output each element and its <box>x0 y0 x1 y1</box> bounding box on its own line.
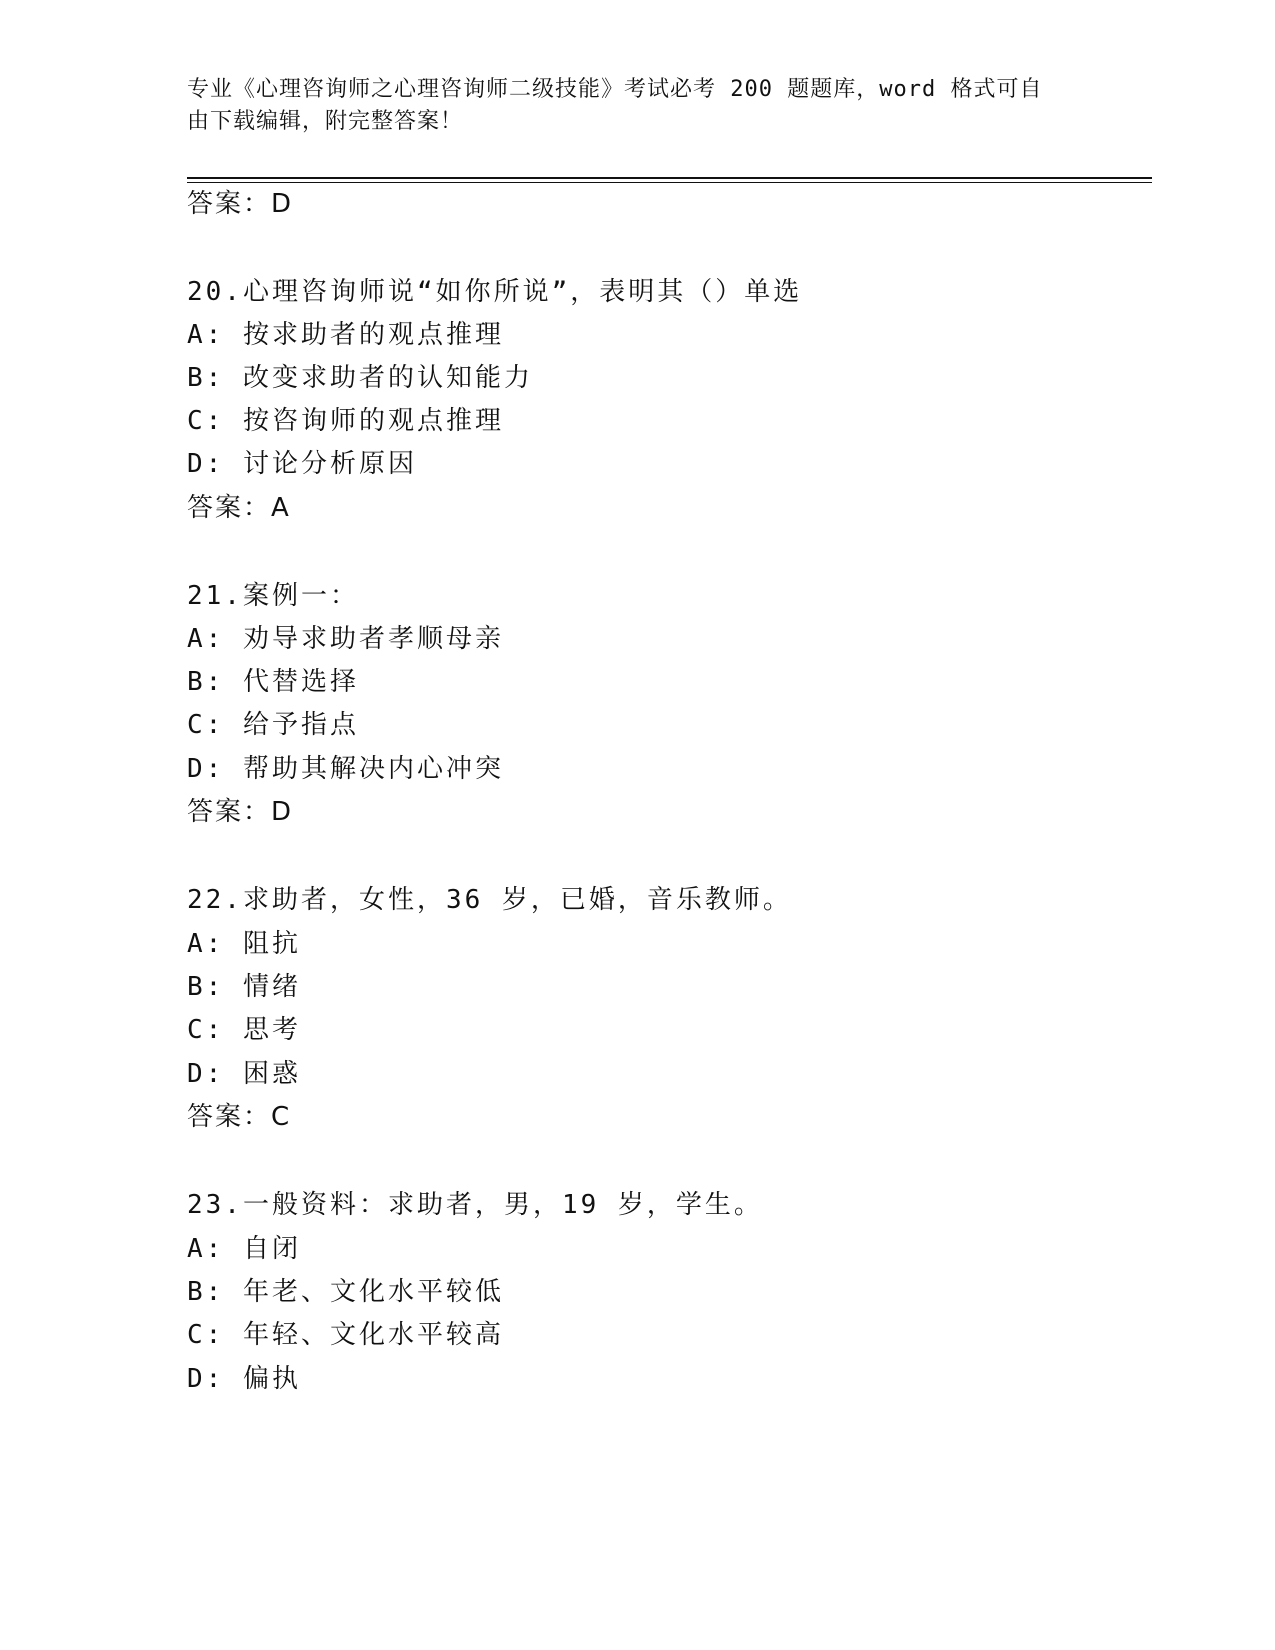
option-a: A: 自闭 <box>187 1234 301 1264</box>
question-stem: 21.案例一： <box>187 581 359 611</box>
option-b: B: 年老、文化水平较低 <box>187 1277 504 1307</box>
answer-line: 答案：C <box>187 1102 292 1132</box>
option-c: C: 按咨询师的观点推理 <box>187 406 504 436</box>
option-a: A: 劝导求助者孝顺母亲 <box>187 624 504 654</box>
option-d: D: 偏执 <box>187 1364 301 1394</box>
header-line-2: 由下载编辑，附完整答案！ <box>187 109 464 134</box>
header-divider-thin <box>187 182 1152 183</box>
option-c: C: 年轻、文化水平较高 <box>187 1320 504 1350</box>
option-d: D: 帮助其解决内心冲突 <box>187 754 504 784</box>
header-divider-thick <box>187 177 1152 179</box>
option-b: B: 代替选择 <box>187 667 359 697</box>
option-a: A: 阻抗 <box>187 929 301 959</box>
document-header <box>187 74 1067 138</box>
option-a: A: 按求助者的观点推理 <box>187 320 504 350</box>
header-line-1: 专业《心理咨询师之心理咨询师二级技能》考试必考 200 题题库，word 格式可自 <box>187 77 1043 102</box>
answer-line: 答案：A <box>187 493 291 523</box>
question-stem: 22.求助者，女性，36 岁，已婚，音乐教师。 <box>187 885 792 915</box>
option-c: C: 给予指点 <box>187 710 359 740</box>
option-b: B: 情绪 <box>187 972 301 1002</box>
question-stem: 23.一般资料：求助者，男，19 岁，学生。 <box>187 1190 763 1220</box>
answer-line: 答案：D <box>187 189 294 219</box>
option-d: D: 困惑 <box>187 1059 301 1089</box>
option-c: C: 思考 <box>187 1015 301 1045</box>
question-stem: 20.心理咨询师说“如你所说”，表明其（）单选 <box>187 277 803 307</box>
answer-line: 答案：D <box>187 797 294 827</box>
option-d: D: 讨论分析原因 <box>187 449 417 479</box>
option-b: B: 改变求助者的认知能力 <box>187 363 533 393</box>
